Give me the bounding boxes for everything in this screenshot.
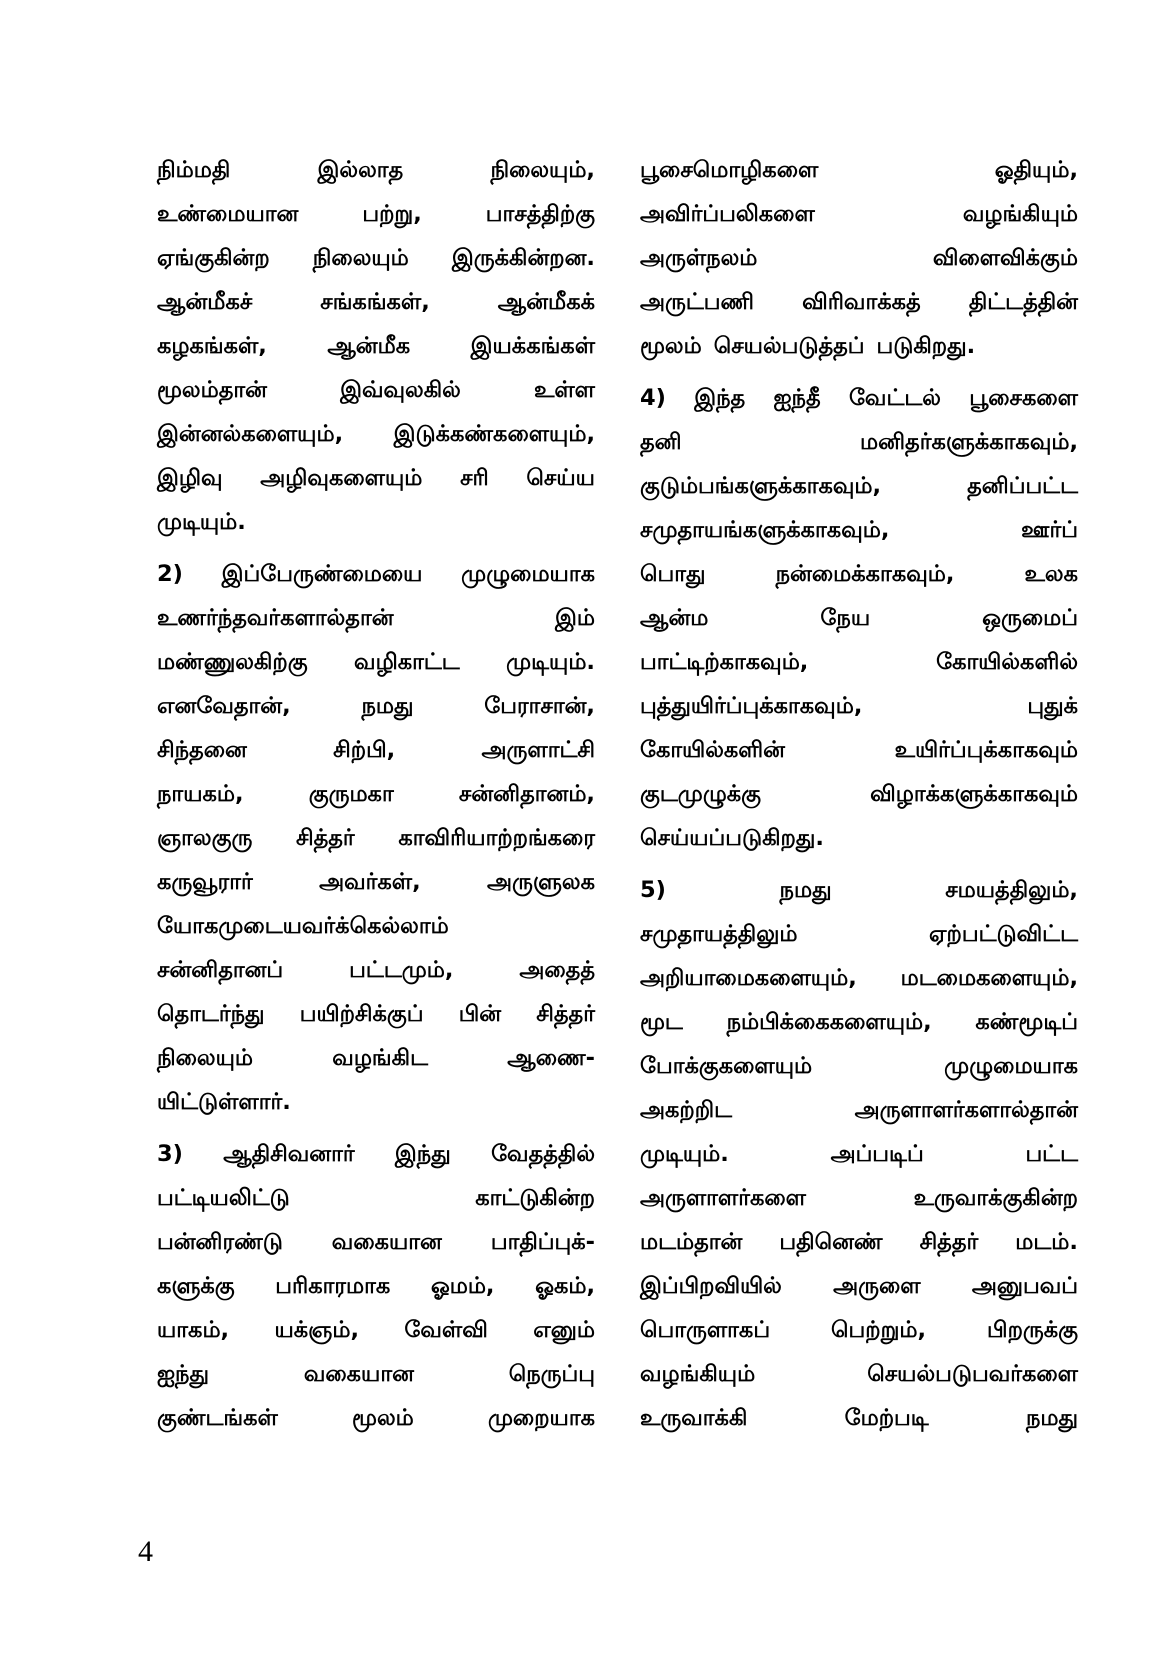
word: பற்று, [362, 201, 422, 227]
word: நிலையும், [490, 157, 595, 183]
word: மடமைகளையும், [900, 965, 1078, 991]
text-line [640, 376, 1078, 420]
word: 2) [157, 561, 183, 587]
word: நன்மைக்காகவும், [775, 561, 955, 587]
word: ஏங்குகின்ற [157, 245, 270, 271]
text-line [157, 992, 595, 1036]
text-line [157, 552, 595, 596]
word: இப்பேருண்மையை [221, 561, 423, 587]
word: இடுக்கண்களையும், [393, 421, 595, 447]
word: காட்டுகின்ற [475, 1185, 595, 1211]
word: உணர்ந்தவர்களால்தான் [157, 605, 394, 631]
word: ஓகம், [535, 1273, 595, 1299]
word: பொருளாகப் [640, 1317, 771, 1343]
word: பூசைகளை [969, 385, 1078, 411]
text-line [157, 1396, 595, 1440]
word: அருளாளர்களை [640, 1185, 806, 1211]
text-line [640, 420, 1078, 464]
text-line [640, 1132, 1078, 1176]
left-text-column [157, 148, 595, 1440]
word: இன்னல்களையும், [157, 421, 344, 447]
text-line [640, 1088, 1078, 1132]
word: ஓதியும், [994, 157, 1078, 183]
word: அவர்கள், [319, 869, 421, 895]
text-line [640, 1264, 1078, 1308]
word: யக்ஞம், [274, 1317, 359, 1343]
word: வகையான [303, 1361, 414, 1387]
word: நம்பிக்கைகளையும், [726, 1009, 932, 1035]
word: வழங்கியும் [962, 201, 1078, 227]
word: அருட்பணி [640, 289, 754, 315]
text-line [157, 412, 595, 456]
word: நிலையும் [157, 1045, 253, 1071]
word: நமது [779, 877, 832, 903]
word: பரிகாரமாக [275, 1273, 391, 1299]
word: மூலம்தான் [157, 377, 267, 403]
word: சித்தர் [295, 825, 355, 851]
word: பட்டியலிட்டு [157, 1185, 290, 1211]
word: இந்த [694, 385, 746, 411]
text-line [157, 148, 595, 192]
text-line [157, 1308, 595, 1352]
text-line [157, 1220, 595, 1264]
word: நிலையும் [312, 245, 409, 271]
word: சமுதாயத்திலும் [640, 921, 798, 947]
word: குருமகா [308, 781, 394, 807]
word: ஆதிசிவனார் [223, 1141, 355, 1167]
word: மடம். [1015, 1229, 1078, 1255]
word: ஊர்ப் [1021, 517, 1078, 543]
word: கோயில்களில் [936, 649, 1078, 675]
word: களுக்கு [157, 1273, 235, 1299]
word: வழங்கியும் [640, 1361, 756, 1387]
word: சித்தர் [919, 1229, 979, 1255]
word: இந்து [394, 1141, 451, 1167]
word: அழிவுகளையும் [260, 465, 423, 491]
word: நிம்மதி [157, 157, 231, 183]
word: அப்படிப் [830, 1141, 924, 1167]
word: இல்லாத [317, 157, 404, 183]
text-line [640, 816, 1078, 860]
word: அனுபவப் [971, 1273, 1078, 1299]
word: 4) [640, 385, 666, 411]
word: சிற்பி, [333, 737, 396, 763]
text-line [640, 148, 1078, 192]
text-line [157, 236, 595, 280]
word: நமது [1025, 1405, 1078, 1431]
word: குண்டங்கள் [157, 1405, 278, 1431]
word: இப்பிறவியில் [640, 1273, 782, 1299]
word: தனிப்பட்ட [967, 473, 1078, 499]
word: கழகங்கள், [157, 333, 267, 359]
text-line [640, 1308, 1078, 1352]
text-line [157, 456, 595, 500]
word: பாதிப்புக்- [490, 1229, 595, 1255]
word: நேய [820, 605, 871, 631]
word: உண்மையான [157, 201, 299, 227]
word: போக்குகளையும் [640, 1053, 813, 1079]
word: அருளாட்சி [481, 737, 595, 763]
text-line [157, 904, 595, 948]
word: ஐந்தீ [773, 385, 821, 411]
text-line [640, 192, 1078, 236]
word: இம் [555, 605, 595, 631]
word: வழிகாட்ட [354, 649, 460, 675]
word: பட்டமும், [349, 957, 454, 983]
word: 5) [640, 877, 666, 903]
word: அருளை [833, 1273, 921, 1299]
word: நெருப்பு [508, 1361, 595, 1387]
word: வேள்வி [404, 1317, 488, 1343]
text-line [157, 948, 595, 992]
word: பேராசான், [484, 693, 595, 719]
text-line [157, 860, 595, 904]
word: ஆன்ம [640, 605, 709, 631]
text-line [640, 324, 1078, 368]
word: பின் [458, 1001, 502, 1027]
text-line [640, 772, 1078, 816]
text-line [640, 868, 1078, 912]
paragraph-gap [640, 860, 1078, 868]
text-line [157, 1176, 595, 1220]
word: தொடர்ந்து [157, 1001, 265, 1027]
text-line [640, 552, 1078, 596]
word: ஞாலகுரு [157, 825, 253, 851]
word: சமுதாயங்களுக்காகவும், [640, 517, 890, 543]
text-line [157, 1080, 595, 1124]
word: நமது [361, 693, 414, 719]
word: பொது [640, 561, 706, 587]
word: மூட [640, 1009, 683, 1035]
word: யிட்டுள்ளார். [157, 1089, 291, 1115]
word: முடியும். [506, 649, 595, 675]
word: பெற்றும், [831, 1317, 927, 1343]
word: ஆன்மீக [327, 333, 411, 359]
text-line [640, 684, 1078, 728]
word: மண்ணுலகிற்கு [157, 649, 308, 675]
word: விளைவிக்கும் [932, 245, 1078, 271]
word: குடும்பங்களுக்காகவும், [640, 473, 882, 499]
word: ஆன்மீகச் [157, 289, 253, 315]
word: ஒருமைப் [982, 605, 1078, 631]
text-line [157, 1352, 595, 1396]
word: செய்யப்படுகிறது. [640, 825, 824, 851]
word: வழங்கிட [332, 1045, 428, 1071]
word: சன்னிதானம், [458, 781, 595, 807]
word: சங்கங்கள், [320, 289, 430, 315]
word: விழாக்களுக்காகவும் [870, 781, 1078, 807]
word: எனவேதான், [157, 693, 291, 719]
word: மூலம் [640, 333, 702, 359]
word: இவ்வுலகில் [340, 377, 461, 403]
text-line [640, 1352, 1078, 1396]
text-line [640, 1396, 1078, 1440]
word: உயிர்ப்புக்காகவும் [894, 737, 1078, 763]
word: கண்மூடிப் [975, 1009, 1078, 1035]
word: யாகம், [157, 1317, 230, 1343]
word: உருவாக்கி [640, 1405, 748, 1431]
word: மடம்தான் [640, 1229, 743, 1255]
word: மனிதர்களுக்காகவும், [860, 429, 1078, 455]
word: பட்ட [1025, 1141, 1078, 1167]
text-line [640, 1176, 1078, 1220]
word: ஐந்து [157, 1361, 210, 1387]
word: செயல்படுத்தப் [713, 333, 865, 359]
word: ஆன்மீகக் [497, 289, 595, 315]
word: பூசைமொழிகளை [640, 157, 819, 183]
text-line [157, 816, 595, 860]
word: படுகிறது. [876, 333, 976, 359]
text-line [640, 596, 1078, 640]
text-line [157, 324, 595, 368]
word: இழிவு [157, 465, 223, 491]
word: அதைத் [519, 957, 595, 983]
word: முடியும். [640, 1141, 729, 1167]
word: முறையாக [487, 1405, 595, 1431]
text-line [157, 500, 595, 544]
word: ஆணை- [507, 1045, 595, 1071]
word: பாசத்திற்கு [485, 201, 595, 227]
word: வகையான [331, 1229, 442, 1255]
word: அருளாளர்களால்தான் [854, 1097, 1078, 1123]
word: மூலம் [352, 1405, 414, 1431]
word: 3) [157, 1141, 183, 1167]
word: செய்ய [526, 465, 595, 491]
text-line [640, 508, 1078, 552]
word: சன்னிதானப் [157, 957, 284, 983]
text-line [157, 728, 595, 772]
word: சிந்தனை [157, 737, 247, 763]
word: இயக்கங்கள் [470, 333, 595, 359]
word: வேதத்தில் [491, 1141, 595, 1167]
word: திட்டத்தின் [968, 289, 1078, 315]
word: குடமுழுக்கு [640, 781, 762, 807]
text-line [157, 772, 595, 816]
text-line [640, 912, 1078, 956]
text-line [640, 1044, 1078, 1088]
word: பதினெண் [779, 1229, 883, 1255]
word: புத்துயிர்ப்புக்காகவும், [640, 693, 863, 719]
word: செயல்படுபவர்களை [867, 1361, 1078, 1387]
word: பிறருக்கு [987, 1317, 1078, 1343]
word: ஓமம், [430, 1273, 495, 1299]
text-line [157, 596, 595, 640]
text-line [157, 1036, 595, 1080]
word: எனும் [533, 1317, 595, 1343]
word: சித்தர் [536, 1001, 595, 1027]
word: விரிவாக்கத் [802, 289, 921, 315]
word: வேட்டல் [848, 385, 941, 411]
word: உருவாக்குகின்ற [913, 1185, 1078, 1211]
word: கோயில்களின் [640, 737, 785, 763]
word: பயிற்சிக்குப் [299, 1001, 424, 1027]
text-line [640, 1220, 1078, 1264]
text-line [640, 1000, 1078, 1044]
text-line [640, 236, 1078, 280]
text-line [640, 280, 1078, 324]
text-line [640, 956, 1078, 1000]
text-line [157, 684, 595, 728]
word: கருவூரார் [157, 869, 253, 895]
word: அகற்றிட [640, 1097, 732, 1123]
text-line [640, 464, 1078, 508]
word: பன்னிரண்டு [157, 1229, 283, 1255]
word: மேற்படி [844, 1405, 929, 1431]
word: புதுக் [1027, 693, 1078, 719]
word: சமயத்திலும், [945, 877, 1078, 903]
word: நாயகம், [157, 781, 244, 807]
word: அருளுலக [487, 869, 595, 895]
word: இருக்கின்றன. [451, 245, 595, 271]
text-line [157, 640, 595, 684]
text-line [157, 280, 595, 324]
word: உலக [1024, 561, 1078, 587]
word: உள்ள [533, 377, 595, 403]
page-number: 4 [138, 1535, 153, 1568]
paragraph-gap [640, 368, 1078, 376]
text-line [157, 368, 595, 412]
text-line [157, 1264, 595, 1308]
word: யோகமுடையவர்க்கெல்லாம் [157, 913, 449, 939]
text-line [640, 728, 1078, 772]
word: முழுமையாக [944, 1053, 1078, 1079]
word: தனி [640, 429, 682, 455]
word: சரி [460, 465, 489, 491]
word: அறியாமைகளையும், [640, 965, 857, 991]
word: முடியும். [157, 509, 246, 535]
word: முழுமையாக [461, 561, 595, 587]
text-line [157, 192, 595, 236]
right-text-column [640, 148, 1078, 1440]
text-line [640, 640, 1078, 684]
word: பாட்டிற்காகவும், [640, 649, 809, 675]
paragraph-gap [157, 544, 595, 552]
word: காவிரியாற்றங்கரை [398, 825, 595, 851]
word: அவிர்ப்பலிகளை [640, 201, 815, 227]
word: அருள்நலம் [640, 245, 758, 271]
word: ஏற்பட்டுவிட்ட [929, 921, 1078, 947]
text-line [157, 1132, 595, 1176]
paragraph-gap [157, 1124, 595, 1132]
